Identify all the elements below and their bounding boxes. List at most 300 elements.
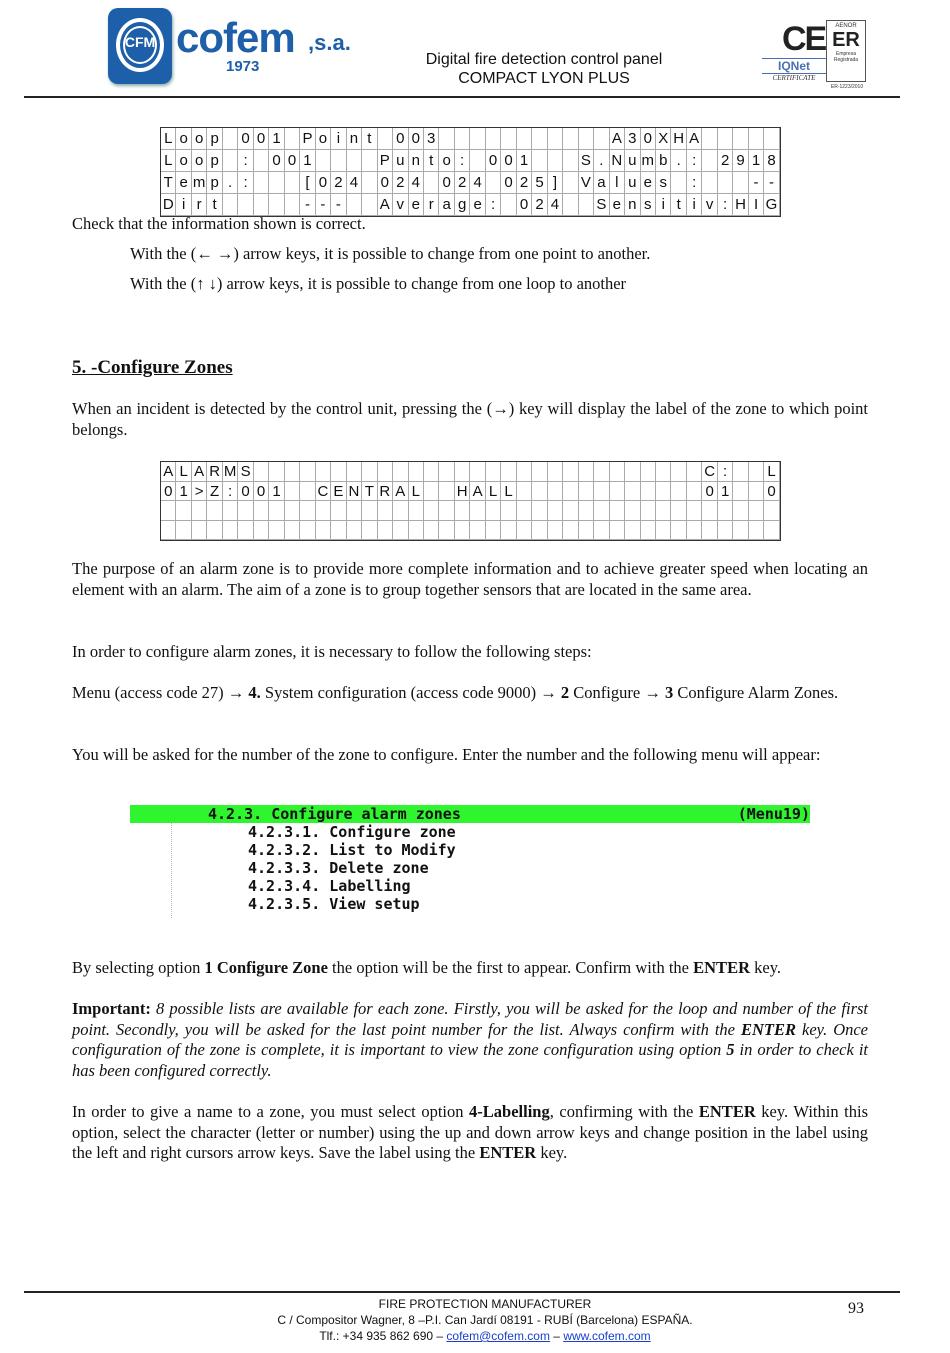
- lcd-cell: [254, 194, 269, 216]
- lcd-cell: [347, 150, 362, 172]
- lcd-cell: :: [718, 462, 733, 482]
- lcd-cell: [439, 482, 454, 502]
- lcd-cell: .: [671, 150, 686, 172]
- lcd-cell: :: [238, 150, 253, 172]
- lcd-cell: -: [764, 172, 779, 194]
- lcd-cell: [749, 521, 764, 541]
- lcd-cell: I: [749, 194, 764, 216]
- lcd-cell: [300, 521, 315, 541]
- lcd-cell: L: [501, 482, 516, 502]
- lcd-cell: [424, 172, 439, 194]
- lcd-cell: [176, 521, 191, 541]
- lcd-cell: u: [393, 150, 408, 172]
- lcd-cell: [223, 521, 238, 541]
- footer-company: FIRE PROTECTION MANUFACTURER: [378, 1297, 592, 1311]
- lcd-cell: 0: [409, 128, 424, 150]
- lcd-row: [161, 482, 780, 502]
- lcd-cell: 0: [764, 482, 779, 502]
- lcd-cell: [486, 501, 501, 521]
- cofem-emblem-icon: [108, 8, 172, 84]
- lcd-cell: v: [393, 194, 408, 216]
- labelling-paragraph: In order to give a name to a zone, you must select option 4-Labelling, confirming with the ENTER key. Within this option, select the character (letter or number) using the up and down arrow keys and change position in the label using the left and right cursors arrow keys. Save the label using the ENTER key.: [72, 1102, 868, 1163]
- lcd-cell: [563, 194, 578, 216]
- lcd-cell: [749, 462, 764, 482]
- lcd-cell: [563, 501, 578, 521]
- lcd-cell: S: [579, 150, 594, 172]
- lcd-cell: a: [594, 172, 609, 194]
- lcd-cell: g: [455, 194, 470, 216]
- lcd-cell: 0: [501, 172, 516, 194]
- lcd-cell: L: [161, 150, 176, 172]
- iqnet-certificate-logo: [762, 58, 826, 88]
- lcd-cell: [764, 501, 779, 521]
- lcd-cell: 0: [486, 150, 501, 172]
- lcd-cell: [176, 501, 191, 521]
- lcd-cell: [331, 150, 346, 172]
- lcd-cell: [594, 128, 609, 150]
- lcd-cell: H: [733, 194, 748, 216]
- lcd-cell: 2: [532, 194, 547, 216]
- lcd-cell: :: [223, 482, 238, 502]
- lcd-row: [161, 128, 780, 150]
- lcd-cell: [362, 194, 377, 216]
- lcd-cell: :: [486, 194, 501, 216]
- lcd-cell: 4: [347, 172, 362, 194]
- lcd-cell: H: [455, 482, 470, 502]
- lcd-cell: [733, 482, 748, 502]
- lcd-cell: [424, 462, 439, 482]
- lcd-cell: [470, 501, 485, 521]
- lcd-cell: Z: [207, 482, 222, 502]
- lcd-cell: [610, 462, 625, 482]
- lcd-cell: [718, 128, 733, 150]
- lcd-cell: [223, 150, 238, 172]
- lcd-cell: [455, 128, 470, 150]
- section-heading: 5. -Configure Zones: [72, 357, 233, 378]
- lcd-cell: [254, 501, 269, 521]
- menu-item-view-setup[interactable]: 4.2.3.5. View setup: [248, 895, 420, 913]
- lcd-cell: .: [594, 150, 609, 172]
- footer-email-link[interactable]: cofem@cofem.com: [446, 1329, 550, 1343]
- lcd-cell: [749, 482, 764, 502]
- lcd-cell: 0: [161, 482, 176, 502]
- lcd-cell: A: [610, 128, 625, 150]
- lcd-cell: C: [702, 462, 717, 482]
- lcd-cell: 2: [718, 150, 733, 172]
- lcd-cell: >: [192, 482, 207, 502]
- lcd-cell: .: [223, 172, 238, 194]
- lcd-cell: r: [192, 194, 207, 216]
- lcd-cell: [548, 150, 563, 172]
- lcd-cell: [347, 521, 362, 541]
- lcd-cell: [517, 128, 532, 150]
- lcd-cell: 1: [269, 128, 284, 150]
- lcd-cell: [316, 501, 331, 521]
- lcd-cell: [671, 172, 686, 194]
- lcd-cell: [269, 521, 284, 541]
- page-footer: [240, 1296, 730, 1344]
- footer-address: C / Compositor Wagner, 8 –P.I. Can Jardí 08191 - RUBÍ (Barcelona) ESPAÑA.: [277, 1313, 693, 1327]
- lcd-cell: :: [718, 194, 733, 216]
- cofem-logo: [108, 8, 378, 88]
- lcd-cell: 0: [501, 150, 516, 172]
- lcd-cell: R: [378, 482, 393, 502]
- lcd-cell: [563, 482, 578, 502]
- lcd-cell: [702, 521, 717, 541]
- lcd-cell: e: [610, 194, 625, 216]
- important-note-paragraph: Important: 8 possible lists are available for each zone. Firstly, you will be asked for the loop and number of the first point. Secondly, you will be asked for the last point number for the list. Always confirm with the ENTER key. Once configuration of the zone is complete, it is important to view the zone configuration using option 5 in order to check it has been configured correctly.: [72, 999, 869, 1080]
- lcd-cell: :: [687, 172, 702, 194]
- lcd-cell: 4: [409, 172, 424, 194]
- lcd-cell: [517, 482, 532, 502]
- lcd-cell: [594, 501, 609, 521]
- lcd-cell: 0: [238, 128, 253, 150]
- lcd-cell: [641, 482, 656, 502]
- aenor-logo: [826, 20, 866, 82]
- lcd-cell: R: [207, 462, 222, 482]
- lcd-cell: 0: [378, 172, 393, 194]
- lcd-cell: e: [470, 194, 485, 216]
- lcd-cell: r: [424, 194, 439, 216]
- lcd-cell: [285, 521, 300, 541]
- lcd-cell: A: [161, 462, 176, 482]
- lcd-cell: t: [207, 194, 222, 216]
- lcd-cell: 3: [424, 128, 439, 150]
- lcd-cell: [269, 462, 284, 482]
- lcd-cell: 0: [285, 150, 300, 172]
- lcd-cell: 2: [393, 172, 408, 194]
- lcd-cell: [749, 501, 764, 521]
- lcd-cell: [: [300, 172, 315, 194]
- lcd-cell: i: [687, 194, 702, 216]
- lcd-cell: 1: [517, 150, 532, 172]
- lcd-cell: [269, 501, 284, 521]
- menu-item-list-to-modify[interactable]: 4.2.3.2. List to Modify: [248, 841, 456, 859]
- lcd-cell: b: [656, 150, 671, 172]
- lcd-cell: [733, 501, 748, 521]
- lcd-cell: [764, 128, 779, 150]
- lcd-cell: [362, 521, 377, 541]
- lcd-cell: [409, 521, 424, 541]
- lcd-cell: [610, 501, 625, 521]
- lcd-cell: [486, 462, 501, 482]
- lcd-row: [161, 501, 780, 521]
- lcd-cell: 1: [269, 482, 284, 502]
- lcd-cell: [347, 501, 362, 521]
- aenor-code: ER-1223/2010: [830, 84, 864, 90]
- arrow-icon: →: [227, 683, 245, 702]
- lcd-cell: 0: [316, 172, 331, 194]
- menu-code: (Menu19): [737, 805, 810, 823]
- lcd-cell: E: [331, 482, 346, 502]
- footer-divider: [24, 1291, 900, 1293]
- lcd-cell: 0: [641, 128, 656, 150]
- lcd-alarm-display: [160, 461, 781, 541]
- lcd-cell: [610, 521, 625, 541]
- lcd-cell: L: [486, 482, 501, 502]
- lcd-cell: :: [455, 150, 470, 172]
- lcd-cell: [563, 521, 578, 541]
- lcd-cell: 0: [702, 482, 717, 502]
- lcd-cell: s: [656, 172, 671, 194]
- aenor-er-label: ER: [832, 29, 860, 51]
- lcd-cell: [656, 501, 671, 521]
- lcd-cell: [285, 128, 300, 150]
- lcd-cell: D: [161, 194, 176, 216]
- lcd-cell: o: [192, 150, 207, 172]
- lcd-cell: G: [764, 194, 779, 216]
- lcd-cell: [300, 501, 315, 521]
- arrow-icon: →: [644, 683, 661, 702]
- lcd-cell: [641, 462, 656, 482]
- lcd-cell: [439, 501, 454, 521]
- lcd-cell: [532, 482, 547, 502]
- lcd-point-info-display: [160, 127, 781, 217]
- lcd-cell: [161, 521, 176, 541]
- lcd-cell: [254, 150, 269, 172]
- lcd-cell: [362, 501, 377, 521]
- lcd-cell: 1: [176, 482, 191, 502]
- lcd-cell: [501, 128, 516, 150]
- lcd-row: [161, 462, 780, 482]
- lcd-cell: [733, 521, 748, 541]
- lcd-cell: o: [176, 128, 191, 150]
- lcd-cell: [238, 194, 253, 216]
- logo-year: 1973: [226, 58, 260, 75]
- lcd-cell: N: [347, 482, 362, 502]
- lcd-cell: 4: [470, 172, 485, 194]
- lcd-cell: T: [362, 482, 377, 502]
- lcd-cell: [300, 462, 315, 482]
- lcd-cell: [300, 482, 315, 502]
- lcd-cell: A: [470, 482, 485, 502]
- lcd-cell: o: [176, 150, 191, 172]
- lcd-cell: [687, 482, 702, 502]
- lcd-cell: [610, 482, 625, 502]
- lcd-cell: [223, 501, 238, 521]
- lcd-cell: [362, 462, 377, 482]
- lcd-cell: [362, 172, 377, 194]
- lcd-cell: [579, 501, 594, 521]
- lcd-cell: [439, 521, 454, 541]
- lcd-cell: [532, 128, 547, 150]
- lcd-cell: T: [161, 172, 176, 194]
- lcd-cell: m: [192, 172, 207, 194]
- lcd-cell: [439, 462, 454, 482]
- lcd-cell: e: [641, 172, 656, 194]
- alarm-zone-purpose-paragraph: The purpose of an alarm zone is to provide more complete information and to achieve greater speed when locating an element with an alarm. The aim of a zone is to group together sensors that are located in the same area.: [72, 559, 868, 599]
- menu-path-paragraph: Menu (access code 27) → 4. System configuration (access code 9000) → 2 Configure → 3 Configure Alarm Zones.: [72, 683, 839, 702]
- lcd-cell: [470, 128, 485, 150]
- lcd-cell: [718, 172, 733, 194]
- lcd-cell: [238, 521, 253, 541]
- lcd-cell: :: [238, 172, 253, 194]
- lcd-cell: 0: [517, 194, 532, 216]
- document-title: [384, 50, 704, 88]
- lcd-cell: a: [439, 194, 454, 216]
- lcd-cell: s: [641, 194, 656, 216]
- lcd-cell: [285, 172, 300, 194]
- logo-suffix: ,s.a.: [308, 30, 351, 55]
- lcd-cell: l: [610, 172, 625, 194]
- lcd-cell: [656, 462, 671, 482]
- lcd-cell: [579, 482, 594, 502]
- lcd-cell: P: [378, 150, 393, 172]
- lcd-cell: [393, 521, 408, 541]
- arrow-icon: →: [540, 683, 557, 702]
- lcd-cell: [470, 462, 485, 482]
- lcd-cell: A: [393, 482, 408, 502]
- lcd-cell: [192, 521, 207, 541]
- lcd-cell: 3: [625, 128, 640, 150]
- lcd-cell: [424, 501, 439, 521]
- lcd-cell: [641, 501, 656, 521]
- menu-item-labelling[interactable]: 4.2.3.4. Labelling: [248, 877, 411, 895]
- page-header: [24, 0, 900, 98]
- lcd-cell: [331, 462, 346, 482]
- lcd-cell: [347, 194, 362, 216]
- iqnet-certificate-label: CERTIFICATE: [772, 74, 816, 82]
- lcd-cell: L: [764, 462, 779, 482]
- lcd-cell: -: [300, 194, 315, 216]
- lcd-cell: [486, 172, 501, 194]
- lcd-cell: [424, 482, 439, 502]
- incident-paragraph: When an incident is detected by the control unit, pressing the (→) key will display the label of the zone to which point belongs.: [72, 399, 868, 439]
- lcd-cell: [548, 128, 563, 150]
- lcd-cell: M: [223, 463, 237, 480]
- lcd-cell: P: [300, 128, 315, 150]
- lcd-cell: [625, 521, 640, 541]
- ce-mark-icon: CE: [782, 20, 826, 58]
- lcd-cell: [285, 194, 300, 216]
- lcd-cell: [316, 521, 331, 541]
- lcd-cell: e: [176, 172, 191, 194]
- lcd-cell: [331, 521, 346, 541]
- lcd-cell: [532, 521, 547, 541]
- lcd-cell: -: [749, 172, 764, 194]
- lcd-cell: 2: [455, 172, 470, 194]
- lcd-cell: [718, 501, 733, 521]
- lcd-cell: [501, 462, 516, 482]
- lcd-cell: :: [687, 150, 702, 172]
- lcd-cell: [254, 462, 269, 482]
- lcd-cell: [563, 462, 578, 482]
- lcd-cell: 0: [238, 482, 253, 502]
- lcd-cell: [687, 501, 702, 521]
- lcd-cell: [207, 521, 222, 541]
- lcd-cell: [362, 150, 377, 172]
- lcd-cell: t: [671, 194, 686, 216]
- lcd-cell: A: [687, 128, 702, 150]
- lcd-cell: [470, 150, 485, 172]
- lcd-cell: [393, 462, 408, 482]
- lcd-cell: [393, 501, 408, 521]
- menu-item-configure-zone[interactable]: 4.2.3.1. Configure zone: [248, 823, 456, 841]
- lcd-cell: S: [594, 194, 609, 216]
- lcd-cell: [532, 462, 547, 482]
- lcd-cell: 0: [254, 128, 269, 150]
- lcd-cell: [733, 128, 748, 150]
- lcd-cell: [594, 482, 609, 502]
- lcd-cell: L: [409, 482, 424, 502]
- lcd-cell: n: [625, 194, 640, 216]
- lcd-cell: [501, 501, 516, 521]
- lcd-cell: 0: [439, 172, 454, 194]
- lcd-cell: [517, 462, 532, 482]
- lcd-cell: 0: [269, 150, 284, 172]
- lcd-cell: [579, 194, 594, 216]
- lcd-cell: [625, 501, 640, 521]
- lcd-cell: o: [316, 128, 331, 150]
- aenor-sub1: Empresa: [835, 51, 856, 57]
- lcd-cell: o: [439, 150, 454, 172]
- lcd-cell: [378, 128, 393, 150]
- lcd-cell: [409, 462, 424, 482]
- lcd-cell: [486, 521, 501, 541]
- footer-website-link[interactable]: www.cofem.com: [563, 1329, 651, 1343]
- lcd-cell: -: [316, 194, 331, 216]
- lcd-cell: 0: [254, 482, 269, 502]
- logo-mark: CFM: [124, 34, 156, 50]
- lcd-cell: [378, 462, 393, 482]
- lcd-cell: A: [378, 194, 393, 216]
- lcd-cell: [548, 482, 563, 502]
- lcd-cell: i: [331, 128, 346, 150]
- lcd-row: [161, 150, 780, 172]
- lcd-cell: n: [409, 150, 424, 172]
- steps-intro-paragraph: In order to configure alarm zones, it is necessary to follow the following steps:: [72, 642, 592, 661]
- lcd-cell: [254, 172, 269, 194]
- lcd-row: [161, 172, 780, 194]
- lcd-cell: [702, 150, 717, 172]
- lcd-cell: u: [625, 172, 640, 194]
- lcd-cell: [161, 501, 176, 521]
- lcd-cell: p: [207, 150, 222, 172]
- lcd-cell: [331, 501, 346, 521]
- lcd-cell: [718, 521, 733, 541]
- lcd-cell: C: [316, 482, 331, 502]
- lcd-cell: [378, 501, 393, 521]
- lcd-cell: m: [641, 150, 656, 172]
- lcd-cell: [424, 521, 439, 541]
- document-title-line2: COMPACT LYON PLUS: [458, 70, 630, 87]
- configure-alarm-zones-menu: [130, 805, 810, 915]
- lcd-cell: [671, 462, 686, 482]
- lcd-cell: 9: [733, 150, 748, 172]
- lcd-cell: [702, 172, 717, 194]
- lcd-cell: p: [207, 172, 222, 194]
- aenor-label: AENOR: [835, 23, 857, 29]
- lcd-cell: i: [176, 194, 191, 216]
- menu-item-delete-zone[interactable]: 4.2.3.3. Delete zone: [248, 859, 429, 877]
- lcd-cell: [532, 501, 547, 521]
- lcd-cell: 2: [331, 172, 346, 194]
- lcd-cell: 1: [300, 150, 315, 172]
- lcd-cell: [702, 501, 717, 521]
- lcd-cell: [548, 462, 563, 482]
- aenor-sub2: Registrada: [833, 57, 859, 63]
- lcd-cell: e: [409, 194, 424, 216]
- lcd-cell: [594, 521, 609, 541]
- lcd-cell: [285, 482, 300, 502]
- lcd-cell: [192, 501, 207, 521]
- lcd-cell: [563, 172, 578, 194]
- lcd-cell: [625, 462, 640, 482]
- lcd-cell: [254, 521, 269, 541]
- option-one-paragraph: By selecting option 1 Configure Zone the option will be the first to appear. Confirm with the ENTER key.: [72, 958, 782, 977]
- lcd-cell: [625, 482, 640, 502]
- lcd-cell: [223, 128, 238, 150]
